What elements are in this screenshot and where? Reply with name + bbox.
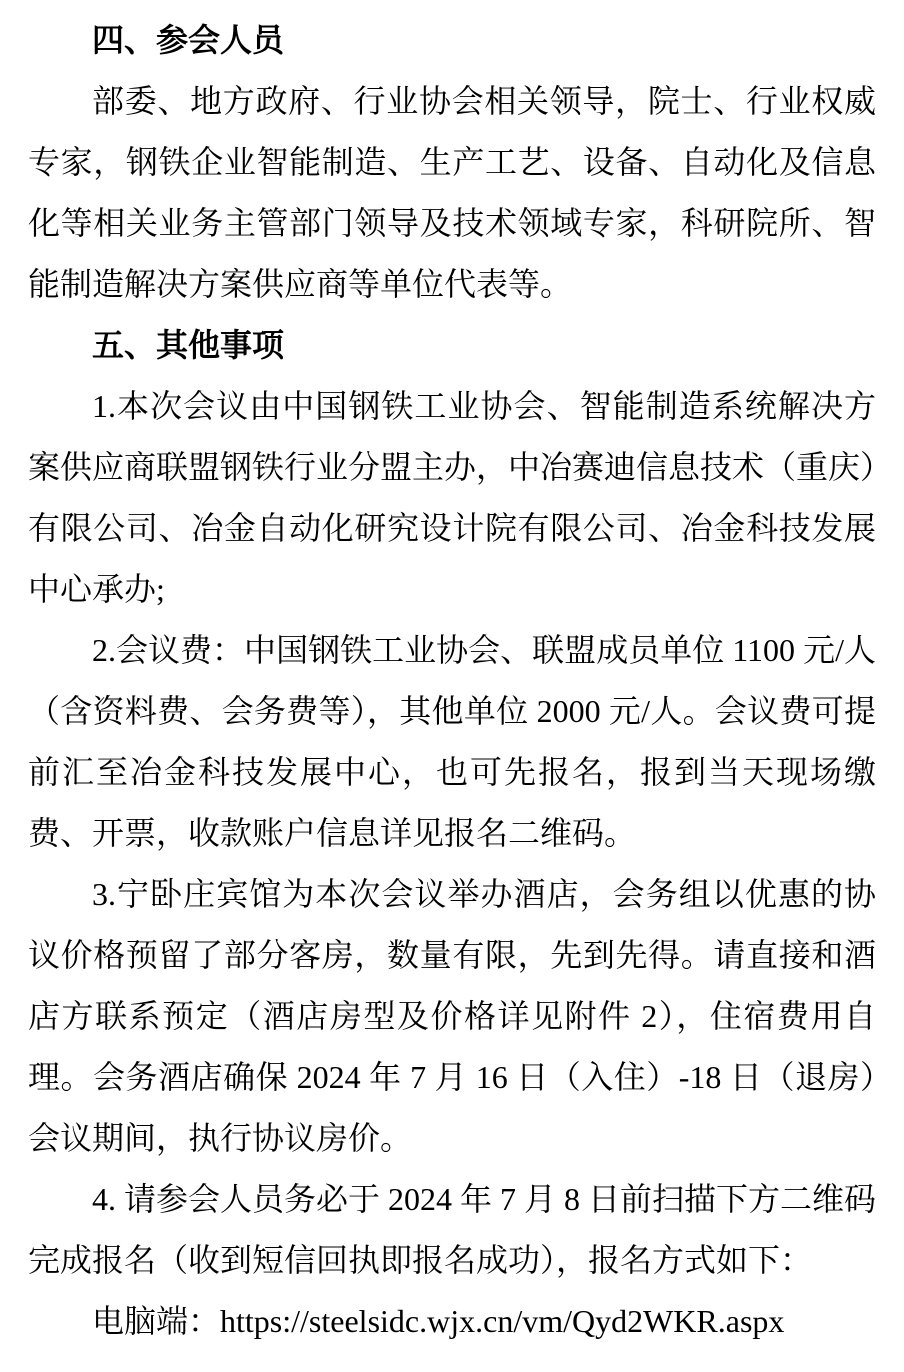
pc-registration-label: 电脑端：	[92, 1303, 221, 1339]
section-heading-participants: 四、参会人员	[92, 22, 285, 58]
paragraph-item-2-conference-fee: 2.会议费：中国钢铁工业协会、联盟成员单位 1100 元/人（含资料费、会务费等），其他单位 2000 元/人。会议费可提前汇至冶金科技发展中心，也可先报名，报到当天现场缴费、开票，收款账户信息详见报名二维码。	[28, 632, 876, 851]
paragraph-item-4-registration: 4. 请参会人员务必于 2024 年 7 月 8 日前扫描下方二维码完成报名（收到短信回执即报名成功），报名方式如下：	[28, 1181, 877, 1278]
paragraph-item-3-hotel: 3.宁卧庄宾馆为本次会议举办酒店，会务组以优惠的协议价格预留了部分客房，数量有限，先到先得。请直接和酒店方联系预定（酒店房型及价格详见附件 2），住宿费用自理。会务酒店确保 2024 年 7 月 16 日（入住）-18 日（退房）会议期间，执行协议房价。	[28, 876, 876, 1156]
paragraph-participants: 部委、地方政府、行业协会相关领导，院士、行业权威专家，钢铁企业智能制造、生产工艺、设备、自动化及信息化等相关业务主管部门领导及技术领域专家，科研院所、智能制造解决方案供应商等单位代表等。	[28, 83, 876, 302]
registration-line	[28, 1291, 876, 1352]
section-heading-other-matters: 五、其他事项	[92, 327, 285, 363]
paragraph-item-1-organizers: 1.本次会议由中国钢铁工业协会、智能制造系统解决方案供应商联盟钢铁行业分盟主办，中冶赛迪信息技术（重庆）有限公司、冶金自动化研究设计院有限公司、冶金科技发展中心承办;	[28, 388, 877, 607]
registration-url[interactable]: https://steelsidc.wjx.cn/vm/Qyd2WKR.aspx	[220, 1303, 785, 1339]
